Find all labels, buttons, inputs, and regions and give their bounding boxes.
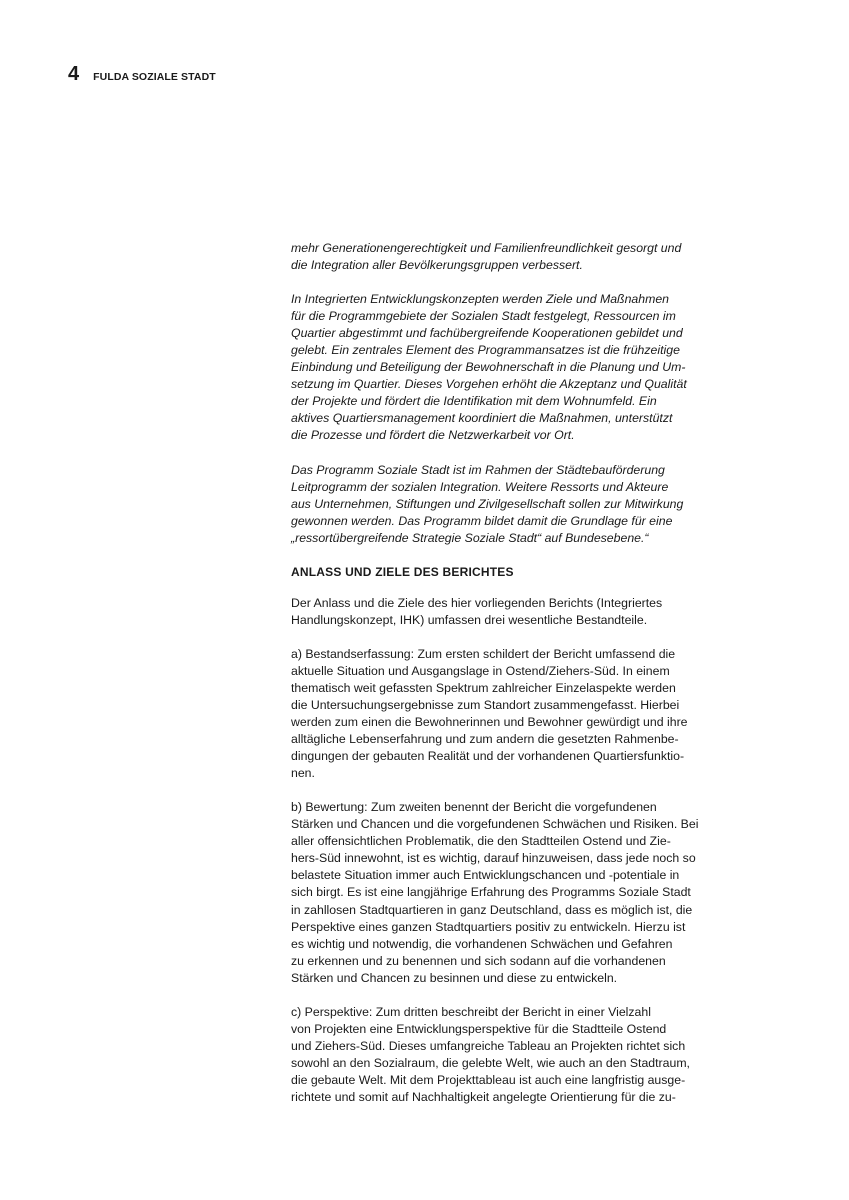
running-title: FULDA SOZIALE STADT bbox=[93, 71, 216, 83]
text-line: zu erkennen und zu benennen und sich sodann auf die vorhandenen bbox=[291, 953, 666, 968]
text-line: in zahllosen Stadtquartieren in ganz Deutschland, dass es möglich ist, die bbox=[291, 902, 693, 917]
text-line: nen. bbox=[291, 766, 315, 781]
section-heading: ANLASS UND ZIELE DES BERICHTES bbox=[291, 564, 514, 579]
body-paragraph bbox=[291, 799, 723, 987]
text-line: Perspektive eines ganzen Stadtquartiers positiv zu entwickeln. Hierzu ist bbox=[291, 919, 686, 934]
text-line: die Untersuchungsergebnisse zum Standort zusammengefasst. Hierbei bbox=[291, 697, 680, 712]
text-line: thematisch weit gefassten Spektrum zahlreicher Einzelaspekte werden bbox=[291, 680, 676, 695]
body-paragraph bbox=[291, 1004, 723, 1106]
text-line: Einbindung und Beteiligung der Bewohnerschaft in die Planung und Um- bbox=[291, 360, 686, 375]
text-line: von Projekten eine Entwicklungsperspektive für die Stadtteile Ostend bbox=[291, 1021, 667, 1036]
text-line: b) Bewertung: Zum zweiten benennt der Bericht die vorgefundenen bbox=[291, 800, 657, 815]
text-line: aktives Quartiersmanagement koordiniert die Maßnahmen, unterstützt bbox=[291, 411, 673, 426]
text-line: c) Perspektive: Zum dritten beschreibt der Bericht in einer Vielzahl bbox=[291, 1004, 651, 1019]
body-paragraph bbox=[291, 595, 723, 629]
text-line: Das Programm Soziale Stadt ist im Rahmen der Städtebauförderung bbox=[291, 462, 665, 477]
text-line: Quartier abgestimmt und fachübergreifende Kooperationen gebildet und bbox=[291, 326, 683, 341]
text-line: Stärken und Chancen und die vorgefundenen Schwächen und Risiken. Bei bbox=[291, 817, 699, 832]
text-line: werden zum einen die Bewohnerinnen und Bewohner gewürdigt und ihre bbox=[291, 715, 688, 730]
text-line: „ressortübergreifende Strategie Soziale Stadt“ auf Bundesebene.“ bbox=[291, 530, 649, 545]
text-line: richtete und somit auf Nachhaltigkeit angelegte Orientierung für die zu- bbox=[291, 1089, 676, 1104]
text-column bbox=[291, 240, 723, 1123]
intro-paragraph bbox=[291, 291, 723, 444]
text-line: mehr Generationengerechtigkeit und Familienfreundlichkeit gesorgt und bbox=[291, 241, 682, 255]
text-line: aktuelle Situation und Ausgangslage in Ostend/Ziehers-Süd. In einem bbox=[291, 663, 670, 678]
text-line: und Ziehers-Süd. Dieses umfangreiche Tableau an Projekten richtet sich bbox=[291, 1038, 686, 1053]
body-paragraph bbox=[291, 646, 723, 782]
text-line: setzung im Quartier. Dieses Vorgehen erhöht die Akzeptanz und Qualität bbox=[291, 377, 687, 392]
text-line: die Prozesse und fördert die Netzwerkarbeit vor Ort. bbox=[291, 428, 575, 443]
intro-paragraph bbox=[291, 240, 723, 274]
text-line: gelebt. Ein zentrales Element des Programmansatzes ist die frühzeitige bbox=[291, 343, 680, 358]
text-line: a) Bestandserfassung: Zum ersten schildert der Bericht umfassend die bbox=[291, 646, 676, 661]
text-line: der Projekte und fördert die Identifikation mit dem Wohnumfeld. Ein bbox=[291, 394, 657, 409]
text-line: belastete Situation immer auch Entwicklungschancen und -potentiale in bbox=[291, 868, 680, 883]
text-line: die gebaute Welt. Mit dem Projekttableau ist auch eine langfristig ausge- bbox=[291, 1072, 686, 1087]
page-header bbox=[68, 64, 216, 84]
text-line: Leitprogramm der sozialen Integration. Weitere Ressorts und Akteure bbox=[291, 479, 669, 494]
text-line: alltägliche Lebenserfahrung und zum andern die gesetzten Rahmenbe- bbox=[291, 732, 679, 747]
text-line: Handlungskonzept, IHK) umfassen drei wesentliche Bestandteile. bbox=[291, 612, 648, 627]
text-line: dingungen der gebauten Realität und der vorhandenen Quartiersfunktio- bbox=[291, 749, 685, 764]
text-line: In Integrierten Entwicklungskonzepten werden Ziele und Maßnahmen bbox=[291, 292, 670, 307]
text-line: die Integration aller Bevölkerungsgruppen verbessert. bbox=[291, 258, 583, 273]
intro-paragraph bbox=[291, 462, 723, 547]
text-line: sowohl an den Sozialraum, die gelebte Welt, wie auch an den Stadtraum, bbox=[291, 1055, 690, 1070]
text-line: aus Unternehmen, Stiftungen und Zivilgesellschaft sollen zur Mitwirkung bbox=[291, 496, 684, 511]
text-line: es wichtig und notwendig, die vorhandenen Schwächen und Gefahren bbox=[291, 936, 673, 951]
text-line: Stärken und Chancen zu besinnen und diese zu entwickeln. bbox=[291, 970, 618, 985]
text-line: gewonnen werden. Das Programm bildet damit die Grundlage für eine bbox=[291, 513, 673, 528]
page-number: 4 bbox=[68, 63, 80, 85]
text-line: Der Anlass und die Ziele des hier vorliegenden Berichts (Integriertes bbox=[291, 595, 663, 610]
text-line: für die Programmgebiete der Sozialen Stadt festgelegt, Ressourcen im bbox=[291, 309, 676, 324]
text-line: sich birgt. Es ist eine langjährige Erfahrung des Programms Soziale Stadt bbox=[291, 885, 691, 900]
text-line: hers-Süd innewohnt, ist es wichtig, darauf hinzuweisen, dass jede noch so bbox=[291, 851, 696, 866]
text-line: aller offensichtlichen Problematik, die den Stadtteilen Ostend und Zie- bbox=[291, 834, 671, 849]
